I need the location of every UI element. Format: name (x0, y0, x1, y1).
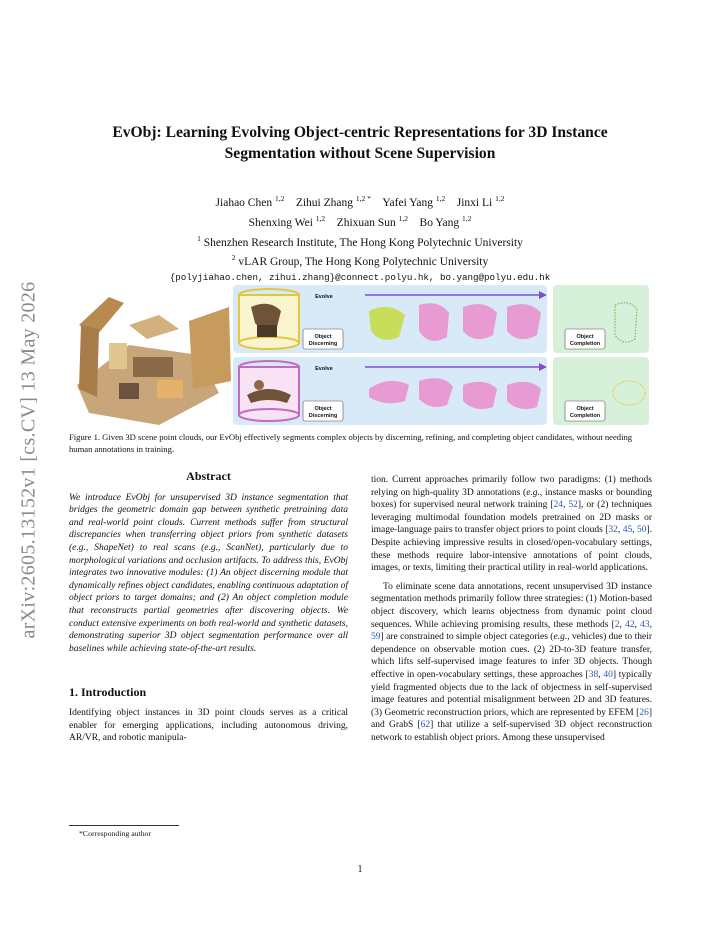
author-name: Zhixuan Sun (336, 216, 396, 229)
author-affil: 1,2 (495, 194, 505, 203)
author-affil: 1,2 (315, 213, 326, 223)
citation-link[interactable]: 59 (371, 632, 381, 643)
affil-number: 2 (231, 253, 236, 263)
text-run: ] typically yield fragmented objects due to the lack of objectness in self-supervised image features and potential misalignment between 2D and 3D features. (3) Geometric reconstruction priors, which are represented by EFEM [ (371, 669, 652, 718)
author-name: Jiahao Chen (215, 196, 273, 209)
title-line-1: EvObj: Learning Evolving Object-centric Representations for 3D Instance (112, 124, 608, 141)
citation-link[interactable]: 43 (640, 619, 650, 630)
author-affil: 1,2 (462, 213, 472, 223)
evolve-label-top: Evolve (315, 294, 333, 300)
teaser-figure (69, 285, 651, 427)
discerning-label-top-1: Object (314, 334, 332, 340)
intro-heading: 1. Introduction (69, 685, 147, 700)
citation-link[interactable]: 32 (608, 525, 618, 536)
citation-link[interactable]: 45 (622, 525, 633, 536)
left-column (69, 470, 348, 745)
author-name: Jinxi Li (456, 196, 493, 209)
author-line-2 (80, 211, 640, 231)
affil-number: 1 (197, 233, 201, 243)
scene-point-cloud (77, 297, 231, 425)
arxiv-sidebar (14, 260, 44, 660)
citation-link[interactable]: 2 (614, 619, 620, 630)
text-run: , (619, 619, 626, 630)
author-emails: {polyjiahao.chen, zihui.zhang}@connect.polyu.hk, bo.yang@polyu.edu.hk (169, 272, 551, 284)
author-line-1 (80, 191, 640, 211)
right-column (371, 474, 652, 744)
author-name: Yafei Yang (382, 196, 433, 209)
footnote-rule (69, 825, 179, 826)
author-affil: 1,2 (398, 213, 409, 223)
affil-text: Shenzhen Research Institute, The Hong Kong Polytechnic University (203, 236, 523, 249)
footnote: *Corresponding author (79, 829, 152, 838)
author-affil: 1,2 (435, 194, 446, 203)
text-run: , vehicles) due to their dependence on observable motion cues. (2) 2D-to-3D feature transfer, which lifts self-supervised image features to infer 3D objects. Though effective in open-vocabulary settings, these approaches [ (371, 632, 652, 680)
citation-link[interactable]: 50 (636, 525, 647, 536)
citation-link[interactable]: 42 (625, 619, 635, 630)
affiliation-2 (80, 250, 640, 270)
text-run: , (632, 525, 637, 536)
text-run: ]. Despite achieving impressive results in closed/open-vocabulary settings, these methods require labor-intensive annotations of point clouds, images, or texts, limiting their practical utility in real-world applications. (371, 525, 653, 574)
citation-link[interactable]: 24 (553, 500, 564, 511)
discerning-label-bottom-2: Discerning (308, 413, 338, 419)
top-cylinder (239, 289, 299, 349)
completion-label-top-1: Object (576, 334, 594, 340)
paper-title (80, 122, 640, 164)
title-line-2: Segmentation without Scene Supervision (224, 145, 496, 162)
citation-link[interactable]: 40 (603, 669, 613, 680)
abstract-heading: Abstract (186, 469, 231, 483)
citation-link[interactable]: 38 (588, 669, 599, 680)
text-run: ] and GrabS [ (371, 707, 652, 731)
completion-label-bottom-2: Completion (569, 413, 601, 419)
author-block (80, 191, 640, 286)
paragraph-1 (371, 474, 652, 575)
author-name: Zihui Zhang (295, 196, 353, 209)
text-run: , (634, 619, 641, 630)
bottom-cylinder (239, 361, 299, 421)
text-run: tion. Current approaches primarily follow two paradigms: (1) methods relying on high-quality 3D annotations ( (371, 475, 652, 498)
text-run: e.g. (553, 632, 568, 643)
author-affil: 1,2 * (355, 194, 371, 203)
discerning-label-top-2: Discerning (308, 341, 338, 347)
citation-link[interactable]: 52 (568, 500, 578, 511)
citation-link[interactable]: 62 (420, 720, 431, 731)
discerning-label-bottom-1: Object (314, 406, 332, 412)
text-run: , instance masks or bounding boxes) for supervised neural network training [ (371, 487, 652, 511)
evolve-label-bottom: Evolve (315, 366, 333, 372)
completion-label-bottom-1: Object (576, 406, 594, 412)
text-run: , (617, 525, 623, 536)
text-run: , (563, 500, 569, 511)
affiliation-1 (80, 231, 640, 251)
affil-text: vLAR Group, The Hong Kong Polytechnic University (238, 256, 489, 269)
text-run: , (649, 619, 652, 630)
text-run: e.g. (526, 487, 540, 498)
intro-text: Identifying object instances in 3D point clouds serves as a critical enabler for emerging applications, including autonomous driving, AR/VR, and robotic manipula- (69, 707, 348, 744)
text-run: To eliminate scene data annotations, recent unsupervised 3D instance segmentation methods primarily follow three strategies: (1) Motion-based object discovery, which learns objectness from dynamic point cloud sequences. While achieving promising results, these methods [ (371, 581, 652, 630)
author-affil: 1,2 (274, 194, 285, 203)
author-name: Shenxing Wei (248, 216, 313, 229)
citation-link[interactable]: 26 (639, 707, 649, 718)
author-name: Bo Yang (419, 216, 460, 229)
abstract-text: We introduce EvObj for unsupervised 3D instance segmentation that bridges the geometric domain gap between synthetic pretraining data and real-world point clouds. Current methods suffer from structural discrepancies when transferring object priors from synthetic datasets (e.g., ShapeNet) to real scans (e.g., ScanNet), particularly due to morphological variations and occlusion artifacts. To address this, EvObj integrates two innovative modules: (1) An object discerning module that dynamically refines object candidates, enabling continuous adaptation of object priors to target domains; and (2) An object completion module that reconstructs partial geometries after discovering objects. We conduct extensive experiments on both real-world and synthetic datasets, demonstrating superior 3D object segmentation performance over all baselines while achieving state-of-the-art results. (69, 492, 348, 654)
arxiv-id: arXiv:2605.13152v1 [cs.CV] 13 May 2026 (17, 281, 40, 639)
text-run: ] that utilize a self-supervised 3D object reconstruction network to establish object priors. Among these unsupervised (371, 720, 652, 743)
figure-caption: Figure 1. Given 3D scene point clouds, our EvObj effectively segments complex objects by discerning, refining, and completing object candidates, without needing human annotations in training. (69, 432, 633, 454)
page-number: 1 (357, 864, 363, 875)
text-run: ], or (2) techniques leveraging multimodal foundation models pretrained on 2D masks or image-language pairs to transfer object priors to point clouds [ (371, 500, 652, 536)
text-run: ] are constrained to simple object categories ( (380, 632, 554, 643)
text-run: , (598, 669, 604, 680)
paragraph-2 (371, 581, 652, 745)
completion-label-top-2: Completion (569, 341, 601, 347)
